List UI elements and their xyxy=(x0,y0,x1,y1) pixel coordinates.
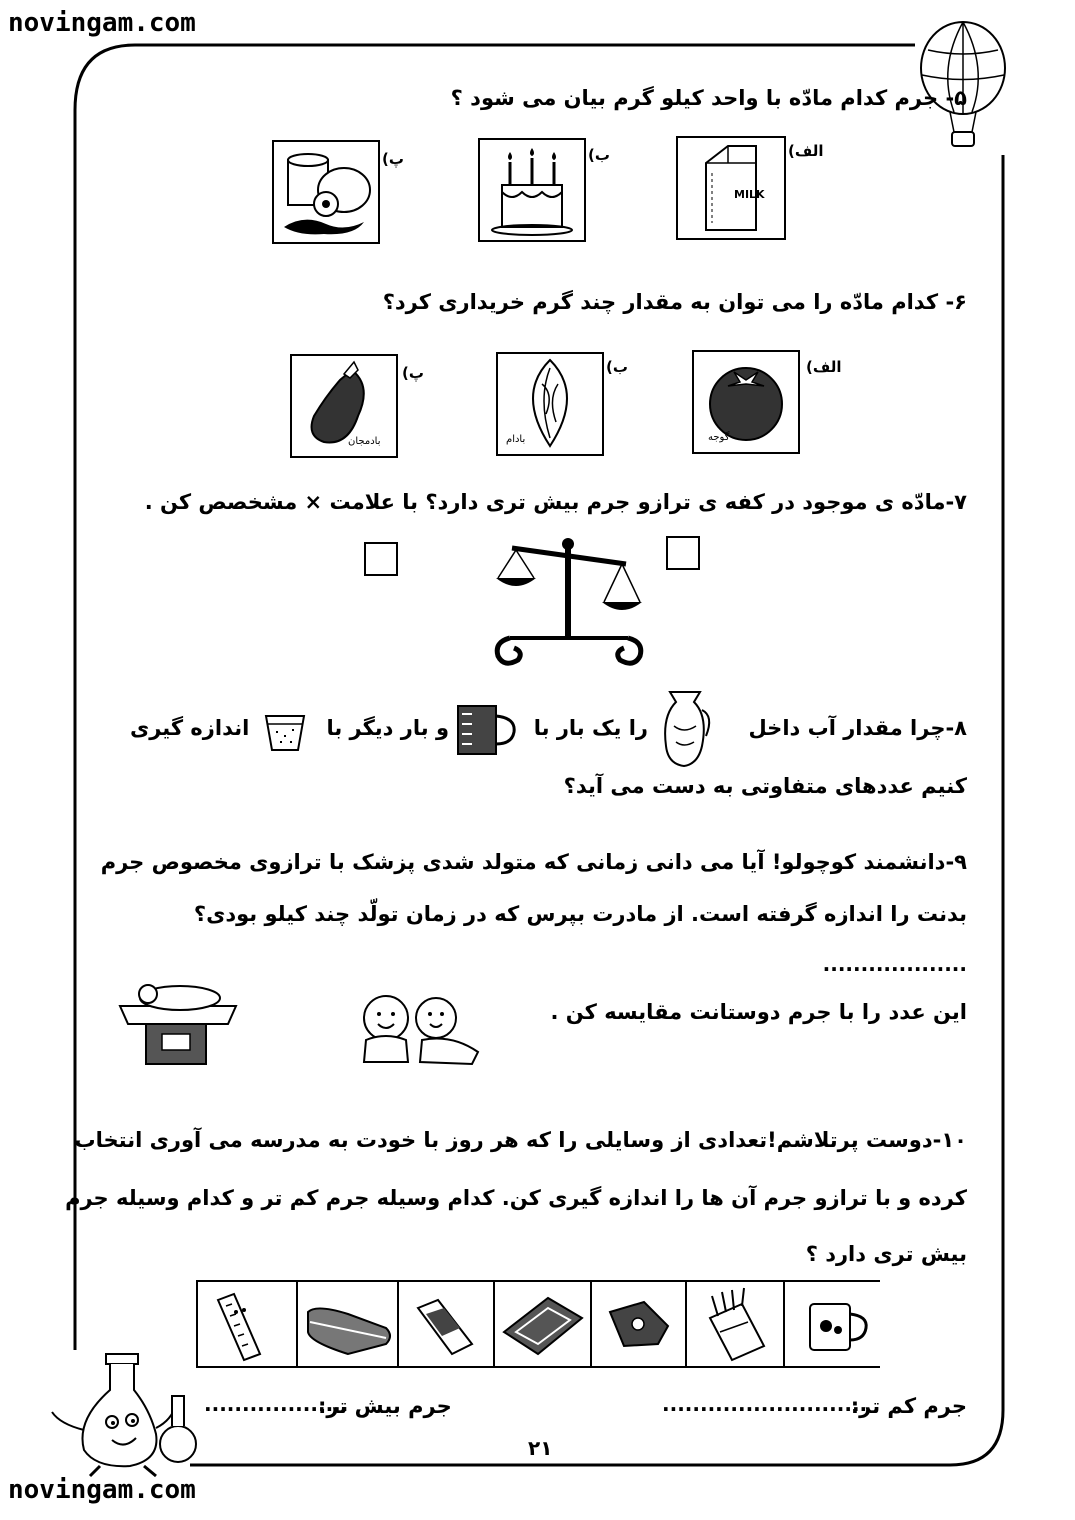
school-items-strip xyxy=(196,1280,880,1368)
q5-option-c-image xyxy=(272,140,380,244)
question-10-line2: کرده و با ترازو جرم آن ها را اندازه گیری کن. کدام وسیله جرم کم تر و کدام وسیله جرم xyxy=(65,1186,967,1210)
milk-carton-icon xyxy=(678,138,784,238)
question-8-part2: را یک بار با xyxy=(533,716,648,740)
pencil-case-icon xyxy=(504,1298,582,1354)
cup-icon xyxy=(262,712,308,752)
babies-icon xyxy=(352,990,482,1070)
jug-icon xyxy=(656,686,716,770)
q6-option-c-caption: بادمجان xyxy=(348,436,381,447)
mug-icon xyxy=(810,1304,866,1350)
sharpener-icon xyxy=(610,1302,668,1346)
q6-option-a-label: الف) xyxy=(806,358,842,376)
eraser-icon xyxy=(418,1300,472,1354)
question-9-line2: بدنت را اندازه گرفته است. از مادرت بپرس که در زمان تولّد چند کیلو بودی؟ xyxy=(193,902,967,926)
answer-more-dots[interactable]: ................... xyxy=(204,1392,349,1416)
q6-option-a-caption: گوجه xyxy=(708,432,730,443)
baby-scale-icon xyxy=(110,976,245,1071)
q7-answer-box-left[interactable] xyxy=(364,542,398,576)
pencils-box-icon xyxy=(710,1288,764,1360)
answer-less-dots[interactable]: ........................... xyxy=(662,1392,868,1416)
q5-option-b-label: ب) xyxy=(588,146,610,164)
question-6: ۶- کدام مادّه را می توان به مقدار چند گرم خریداری کرد؟ xyxy=(382,290,967,314)
balance-scale-icon xyxy=(490,530,650,670)
measuring-mug-icon xyxy=(456,704,520,756)
watermark-bottom: novingam.com xyxy=(8,1475,196,1505)
q6-option-c-image xyxy=(290,354,398,458)
q6-option-b-image xyxy=(496,352,604,456)
question-8-part1: ۸-چرا مقدار آب داخل xyxy=(748,716,967,740)
q6-option-b-label: ب) xyxy=(606,358,628,376)
svg-text:MILK: MILK xyxy=(734,188,765,201)
question-10-line3: بیش تری دارد ؟ xyxy=(805,1242,967,1266)
answer-more-label: جرم بیش تر: xyxy=(318,1394,452,1418)
question-9-line3: این عدد را با جرم دوستانت مقایسه کن . xyxy=(550,1000,967,1024)
q6-option-b-caption: بادام xyxy=(506,434,526,445)
question-7: ۷-مادّه ی موجود در کفه ی ترازو جرم بیش تری دارد؟ با علامت × مشخصص کن . xyxy=(144,490,967,514)
question-10-line1: ۱۰-دوست پرتلاشم!تعدادی از وسایلی را که هر روز با خودت به مدرسه می آوری انتخاب xyxy=(74,1128,967,1152)
ruler-icon xyxy=(218,1294,260,1360)
q5-option-a-label: الف) xyxy=(788,142,824,160)
q6-option-a-image xyxy=(692,350,800,454)
question-8-part3: و بار دیگر با xyxy=(326,716,449,740)
question-5: ۵- جرم کدام مادّه با واحد کیلو گرم بیان می شود ؟ xyxy=(450,86,967,110)
answer-less-label: جرم کم تر: xyxy=(850,1394,967,1418)
watermark-top: novingam.com xyxy=(8,8,196,38)
hot-air-balloon-icon xyxy=(918,20,1008,150)
q5-option-c-label: پ) xyxy=(382,150,404,168)
q6-option-c-label: پ) xyxy=(402,364,424,382)
question-9-answer-dots[interactable]: ................... xyxy=(822,952,967,976)
spilled-paint-can-icon xyxy=(274,142,378,242)
q5-option-a-image xyxy=(676,136,786,240)
page-number: ۲۱ xyxy=(528,1436,553,1460)
question-8-part4: اندازه گیری xyxy=(130,716,250,740)
question-9-line1: ۹-دانشمند کوچولو! آیا می دانی زمانی که متولد شدی پزشک با ترازوی مخصوص جرم xyxy=(100,850,967,874)
birthday-cake-icon xyxy=(480,140,584,240)
q7-answer-box-right[interactable] xyxy=(666,536,700,570)
q5-option-b-image xyxy=(478,138,586,242)
flask-mascot-icon xyxy=(40,1350,200,1480)
eraser-block-icon xyxy=(308,1308,390,1354)
question-8-line2: کنیم عددهای متفاوتی به دست می آید؟ xyxy=(563,774,967,798)
